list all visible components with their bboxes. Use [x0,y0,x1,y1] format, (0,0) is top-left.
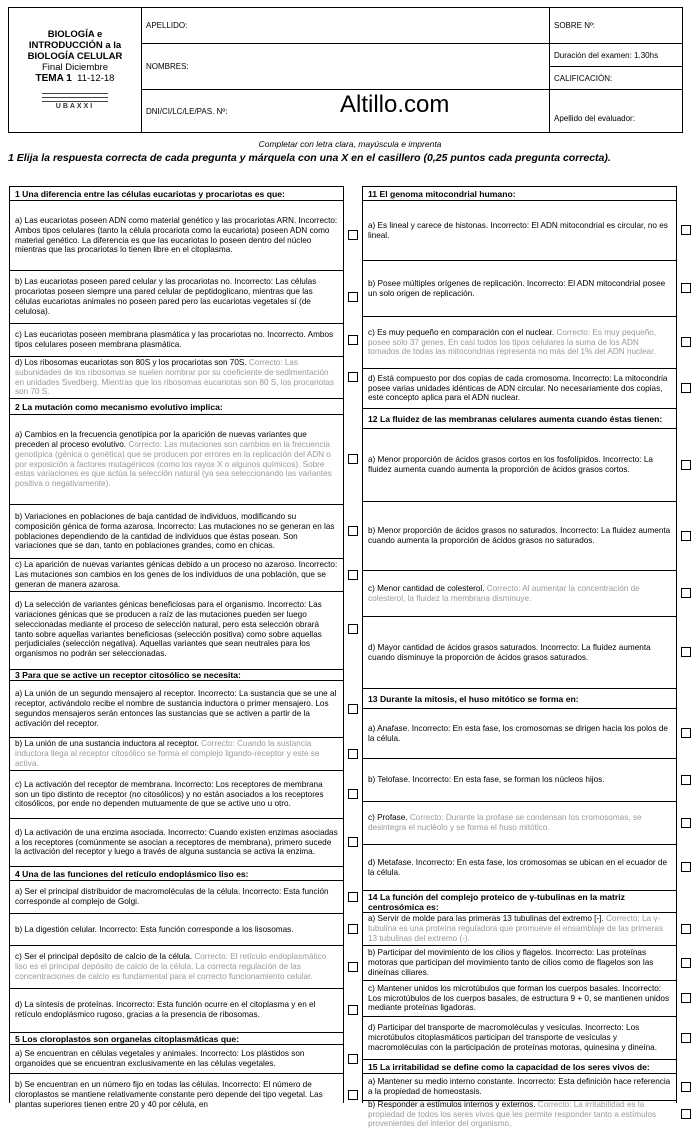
answer-option [10,558,343,591]
option-text: d) La síntesis de proteínas. [15,1000,117,1010]
option-text: a) Se encuentran en células vegetales y animales. [15,1049,201,1059]
option-text: b) Responder a estímulos internos y externos. [368,1099,538,1109]
option-text: d) Metafase. [368,857,416,867]
option-feedback: Los microtúbulos citoplasmáticos participan del transporte de vesículas y macromoléculas con la participación de proteínas motoras, quinesina y dineína. [368,1023,657,1052]
answer-checkbox[interactable] [681,647,691,657]
question-title: 11 El genoma mitocondrial humano: [368,188,516,199]
option-feedback: La fluidez aumenta cuando aumenta la proporción de ácidos grasos cortos. [368,455,653,474]
answer-checkbox[interactable] [348,570,358,580]
option-verdict: Correcto: [201,739,238,749]
option-text: c) Profase. [368,813,410,823]
answer-checkbox[interactable] [348,924,358,934]
question-title: 2 La mutación como mecanismo evolutivo implica: [10,398,343,414]
option-text: d) Está compuesto por dos copias de cada cromosoma. [368,373,573,383]
option-feedback: Las mutaciones no se generan en las poblaciones dependiendo de la cantidad de individuos que éstas posean. Son variaciones que se dan, tanto en poblaciones grandes, como en chicas. [15,521,335,551]
dni-field[interactable]: DNI/CI/LC/LE/PAS. Nº: [142,90,550,133]
answer-option [363,316,676,368]
option-feedback: Esta función corresponde al complejo de Golgi. [15,887,329,906]
option-feedback: Es muy pequeño, posee solo 37 genes. En casi todos los tipos celulares la suma de los ADN tomados de todas las mitocondrias representa no más del 1% del ADN nuclear. [368,327,657,357]
option-verdict: Incorrecto: [415,857,457,867]
option-verdict: Incorrecto: [157,521,199,531]
question-title: 13 Durante la mitosis, el huso mitótico se forma en: [363,688,676,708]
answer-option [10,270,343,323]
answer-option [363,912,676,945]
answer-option [10,988,343,1031]
answer-checkbox[interactable] [348,526,358,536]
answer-option [10,200,343,270]
answer-option [363,844,676,890]
option-text: b) Posee múltiples orígenes de replicación. [368,278,527,288]
answer-checkbox[interactable] [348,1054,358,1064]
answer-option [10,945,343,988]
option-feedback: La irritabilidad es la propiedad de todos los seres vivos que les permite responder tanto a estímulos provenientes del interior del organismo, [368,1099,657,1129]
option-text: a) Es lineal y carece de histonas. [368,220,491,230]
answer-option [10,356,343,398]
course-title-block [9,8,142,133]
option-feedback: Las mutaciones son cambios en los genes de los individuos de una población, que se generan de manera azarosa. [15,570,326,589]
option-feedback: Esta función ocurre en el citoplasma y en el retículo endoplásmico rugoso, gracias a la presencia de ribosomas. [15,1000,316,1019]
answer-checkbox[interactable] [681,383,691,393]
answer-option [363,368,676,408]
option-verdict: Incorrecto: [526,278,568,288]
answer-checkbox[interactable] [348,837,358,847]
option-feedback: En esta fase, se forman los núcleos hijos. [453,775,605,785]
option-feedback: El número de cloroplastos se mantiene relativamente constante pero depende del tipo vegetal. Las plantas superiores tienen entre 20 y 40 por célula, en [15,1080,323,1109]
option-verdict: Incorrecto: [167,827,209,837]
option-text: c) Mantener unidos los microtúbulos que forman los cuerpos basales. [368,983,623,993]
answer-option [10,880,343,913]
option-verdict: Incorrecto: [197,689,239,699]
option-verdict: Correcto: [537,1099,574,1109]
option-feedback: Las subunidades de los ribosomas se suelen nombrar por su coeficiente de sedimentación en unidades Svedberg. Mientras que los ribosomas eucariotas son 80 S, los procariotas son 70 S. [15,357,335,397]
option-text: a) La unión de un segundo mensajero al receptor. [15,689,198,699]
answer-option [10,1044,343,1073]
evaluador-field[interactable]: Apellido del evaluador: [550,90,683,133]
option-text: b) Se encuentran en un número fijo en todas las células. [15,1080,223,1090]
question-title: 4 Una de las funciones del retículo endoplásmico liso es: [10,866,343,880]
option-feedback: Los receptores de membrana son un tipo distinto de receptor (no citosólicos) y no están asociados a los receptores citosólicos, por ende no dependen mutuamente de que se active uno u otro. [15,779,324,809]
answer-option [363,260,676,316]
answer-option [363,980,676,1016]
option-feedback: Ambos tipos celulares poseen membrana plasmática. [15,330,334,349]
option-feedback: Las mutaciones son cambios en la frecuencia genotípica (génica o genética) que se producen por errores en la replicación del ADN o por exposición a factores mutagénicos (como los rayos X o algunos químicos). Sobre estas variaciones es que actúa la selección natural (ya sea seleccionando las variantes positiva o negativamente). [15,439,332,489]
answer-option [10,504,343,558]
option-verdict: Correcto: [409,813,446,823]
answer-checkbox[interactable] [348,789,358,799]
answer-option [363,1100,676,1128]
answer-option [363,200,676,260]
left-question-column [9,186,344,1109]
option-feedback: Cuando la sustancia inductora llega al receptor citosólico se forma el complejo ligando-receptor y este se activa. [15,739,320,768]
answer-option [363,945,676,980]
exam-date: 11-12-18 [77,72,115,84]
option-feedback: Los microtúbulos de los cuerpos basales, de estructura 9 + 0, se mantienen unidos mediante proteínas ligadoras. [368,993,670,1013]
option-text: d) Participar del transporte de macromoléculas y vesículas. [368,1023,586,1033]
tema-label: TEMA 1 [35,72,72,84]
option-verdict: Correcto: [486,583,523,593]
option-text: b) La unión de una sustancia inductora al receptor. [15,739,202,749]
option-verdict: Incorrecto: [234,277,276,287]
option-feedback: La fluidez aumenta cuando aumenta la proporción de ácidos grasos no saturados. [368,526,671,545]
answer-option [363,570,676,616]
option-verdict: Incorrecto: [540,642,582,652]
answer-checkbox[interactable] [348,454,358,464]
answer-checkbox[interactable] [348,292,358,302]
answer-checkbox[interactable] [681,993,691,1003]
option-verdict: Incorrecto: [298,215,338,225]
question-instructions: 1 Elija la respuesta correcta de cada pregunta y márquela con una X en el casillero (0,25 puntos cada pregunta correcta). [8,152,611,164]
answer-checkbox[interactable] [348,372,358,382]
answer-checkbox[interactable] [681,588,691,598]
option-feedback: Ambos tipos celulares (tanto la célula procariota como la eucariota) poseen ADN como material genético. La diferencia es que las eucariotas lo poseen dentro del núcleo mientras que las procariotas lo tienen libre en el citoplasma. [15,225,330,255]
option-text: b) La digestión celular. [15,924,100,934]
option-verdict: Incorrecto: [555,948,597,958]
answer-checkbox[interactable] [681,958,691,968]
option-text: c) Las eucariotas poseen membrana plasmática y las procariotas no. [15,330,268,340]
option-feedback: Esta definición hace referencia a la propiedad de homeostasis. [368,1077,671,1096]
question-title: 5 Los cloroplastos son organelas citoplasmáticas que: [10,1032,343,1044]
subject-line-2: INTRODUCCIÓN a la [28,39,122,51]
answer-option [10,591,343,667]
option-feedback: El ADN mitocondrial posee un solo origen de replicación. [368,278,666,298]
answer-checkbox[interactable] [348,704,358,714]
sobre-field[interactable]: SOBRE Nº: [550,8,683,44]
answer-checkbox[interactable] [681,283,691,293]
answer-option [363,501,676,570]
option-feedback: Las variaciones génicas que se producen a raíz de las mutaciones pueden ser luego seleccionadas mediante el proceso de selección natural, pero esta selección obrará tanto sobre aquellas variantes beneficiosas (selección positiva) como sobre aquellas perjudiciales (selección negativa). Aquellas variantes que sean neutrales para los organismos no podrán ser seleccionadas. [15,599,322,659]
answer-checkbox[interactable] [348,892,358,902]
option-feedback: El ADN mitocondrial es circular, no es lineal. [368,220,668,240]
option-feedback: Durante la profase se condensan los cromosomas, se desintegra el nucléolo y se forma el huso mitótico. [368,813,642,832]
exam-type: Final Diciembre [42,61,108,73]
answer-checkbox[interactable] [681,862,691,872]
option-verdict: Incorrecto: [174,779,216,789]
option-feedback: La γ-tubulina es una proteína reguladora que promueve el ensamblaje de las primeras 13 tubulinas del extremo (-). [368,914,663,943]
option-text: c) La aparición de nuevas variantes génicas debido a un proceso no azaroso. [15,560,299,570]
option-verdict: Incorrecto. [267,330,308,340]
answer-option [10,1073,343,1116]
option-verdict: Incorrecto: [572,373,614,383]
question-title: 1 Una diferencia entre las células eucariotas y procariotas es que: [15,188,285,199]
question-title: 15 La irritabilidad se define como la capacidad de los seres vivos de: [363,1059,676,1073]
option-text: d) La selección de variantes génicas beneficiosas para el organismo. [15,599,268,609]
option-text: a) Menor proporción de ácidos grasos cortos en los fosfolípidos. [368,455,603,465]
option-text: b) Variaciones en poblaciones de baja cantidad de individuos, modificando su composición génica de forma azarosa. [15,511,297,531]
nombres-field[interactable]: NOMBRES: [142,44,550,90]
option-verdict: Incorrecto: [298,560,338,570]
calificacion-label: CALIFICACIÓN: [554,73,613,83]
option-text: d) Mayor cantidad de ácidos grasos saturados. [368,642,541,652]
answer-option [363,428,676,501]
answer-checkbox[interactable] [348,230,358,240]
ubaxxi-logo: UBAXXI [42,90,108,112]
option-verdict: Incorrecto: [622,983,662,993]
option-feedback: La sustancia que se une al receptor, activándolo recibe el nombre de sustancia inductora o primer mensajero. Los segundos mensajeros serán entonces las sustancias que se activen a partir de la activación del receptor. [15,689,337,728]
subject-line-3: BIOLOGÍA CELULAR [27,50,123,62]
watermark-text: Altillo.com [340,91,450,118]
question-title: 3 Para que se active un receptor citosólico se necesita: [10,669,343,680]
answer-option [363,616,676,688]
answer-checkbox[interactable] [681,1109,691,1119]
option-verdict: Incorrecto: [411,723,453,733]
option-feedback: El retículo endoplasmático liso es el principal depósito de calcio de la célula. La correcta regulación de las concentraciones de calcio es fundamental para el correcto funcionamiento celular. [15,952,327,981]
answer-option [10,680,343,737]
option-verdict: Incorrecto: [242,887,284,897]
answer-checkbox[interactable] [681,924,691,934]
answer-checkbox[interactable] [681,818,691,828]
answer-option [363,708,676,758]
option-text: b) Participar del movimiento de los cilios y flagelos. [368,948,556,958]
option-feedback: Las proteínas motoras que participan del movimiento tanto de cilios como de flagelos son las dineínas ciliares. [368,948,654,977]
option-text: a) Las eucariotas poseen ADN como material genético y las procariotas ARN. [15,215,299,225]
option-feedback: Al aumentar la concentración de colesterol, la fluidez la membrana disminuye. [368,583,640,603]
option-feedback: Los plástidos son organoides que se encuentran exclusivamente en las células vegetales. [15,1049,305,1068]
option-text: c) Ser el principal depósito de calcio de la célula. [15,952,195,962]
option-verdict: Incorrecto: [99,924,141,934]
option-verdict: Incorrecto: [200,1049,242,1059]
option-verdict: Correcto: [606,914,642,924]
option-text: c) Es muy pequeño en comparación con el nuclear. [368,327,557,337]
option-text: a) Anafase. [368,723,412,733]
answer-checkbox[interactable] [348,1005,358,1015]
option-text: b) Telofase. [368,775,413,785]
option-text: a) Mantener su medio interno constante. [368,1077,518,1087]
answer-checkbox[interactable] [348,335,358,345]
answer-checkbox[interactable] [348,1090,358,1100]
fill-instructions: Completar con letra clara, mayúscula e imprenta [258,139,442,149]
answer-checkbox[interactable] [348,749,358,759]
answer-checkbox[interactable] [348,624,358,634]
answer-checkbox[interactable] [681,1082,691,1092]
answer-option [363,801,676,844]
option-verdict: Incorrecto: [602,455,644,465]
option-verdict: Incorrecto: [222,1080,264,1090]
option-feedback: En esta fase, los cromosomas se dirigen hacia los polos de la célula. [368,723,668,743]
option-verdict: Incorrecto: [585,1023,627,1033]
option-verdict: Incorrecto: [116,1000,158,1010]
option-verdict: Correcto: [248,357,285,367]
option-verdict: Incorrecto: [517,1077,559,1087]
answer-option [363,1073,676,1100]
option-feedback: Las células procariotas poseen siempre una pared celular de peptidoglicano, mientras que las células eucariotas animales no poseen pared pero las eucariotas vegetales sí (de celulosa). [15,277,317,316]
option-text: a) Cambios en la frecuencia genotípica por la aparición de nuevas variantes que preceden al proceso evolutivo. [15,429,307,449]
option-verdict: Incorrecto: [412,775,454,785]
option-text: b) Las eucariotas poseen pared celular y las procariotas no. [15,277,235,287]
answer-option [10,414,343,504]
answer-option [10,737,343,770]
option-text: c) Menor cantidad de colesterol. [368,583,487,593]
answer-option [10,323,343,356]
option-text: d) La activación de una enzima asociada. [15,827,168,837]
question-title: 14 La función del complejo proteico de γ-tubulinas en la matriz centrosómica es: [363,890,676,912]
answer-checkbox[interactable] [681,225,691,235]
answer-checkbox[interactable] [348,962,358,972]
answer-option [363,758,676,801]
apellido-field[interactable]: APELLIDO: [142,8,550,44]
answer-checkbox[interactable] [681,337,691,347]
option-verdict: Incorrecto: [490,220,532,230]
duration-calificacion-block [550,44,683,90]
option-feedback: La fluidez aumenta cuando disminuye la proporción de ácidos grasos saturados. [368,642,651,662]
option-feedback: La mitocondria posee varias unidades idénticas de ADN circular. No necesariamente dos copias, este concepto aplica para el ADN nuclear. [368,373,668,403]
option-text: d) Los ribosomas eucariotas son 80S y los procariotas son 70S. [15,357,249,367]
answer-option [10,913,343,945]
right-question-column [362,186,677,1129]
option-text: a) Servir de molde para las primeras 13 tubulinas del extremo [-]. [368,914,606,924]
answer-checkbox[interactable] [681,460,691,470]
exam-duration: Duración del examen: 1.30hs [550,44,682,67]
option-feedback: Esta función corresponde a los lisosomas. [140,924,294,934]
option-verdict: Incorrecto: [560,526,602,536]
option-feedback: En esta fase, los cromosomas se ubican en el ecuador de la célula. [368,857,668,877]
answer-checkbox[interactable] [681,775,691,785]
option-feedback: Cuando existen enzimas asociadas a los receptores (comúnmente se asocian a receptores de membrana), primero sucede la activación del receptor y luego a través de alguna sustancia se activa la enzima. [15,827,338,857]
option-verdict: Correcto: [556,327,593,337]
option-verdict: Correcto: [194,952,231,962]
option-text: b) Menor proporción de ácidos grasos no saturados. [368,526,561,536]
subject-line-1: BIOLOGÍA e [47,28,103,40]
answer-checkbox[interactable] [681,728,691,738]
question-title: 12 La fluidez de las membranas celulares aumenta cuando éstas tienen: [363,408,676,428]
answer-checkbox[interactable] [681,1033,691,1043]
answer-option [10,818,343,866]
answer-checkbox[interactable] [681,531,691,541]
option-verdict: Incorrecto: [267,599,309,609]
option-text: c) La activación del receptor de membrana. [15,779,175,789]
answer-option [363,1016,676,1059]
answer-option [10,770,343,818]
option-verdict: Correcto: [128,439,165,449]
option-text: a) Ser el principal distribuidor de macromoléculas de la célula. [15,887,243,897]
